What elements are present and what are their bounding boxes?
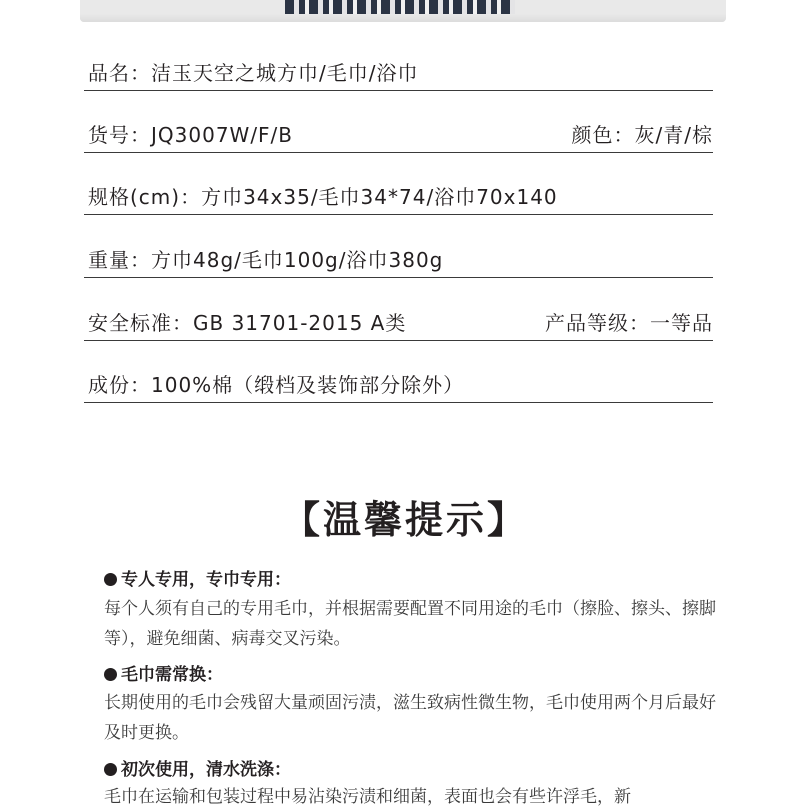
tip-heading-2: 毛巾需常换： [104, 664, 223, 686]
spec-row-name [84, 60, 713, 91]
tip-heading-1: 专人专用，专巾专用： [104, 569, 291, 591]
spec-row-weight [84, 247, 713, 278]
tip-body-2: 长期使用的毛巾会残留大量顽固污渍，滋生致病性微生物，毛巾使用两个月后最好及时更换。 [104, 693, 716, 743]
spec-row-size [84, 184, 713, 215]
spec-grade: 产品等级：一等品 [545, 311, 713, 335]
tip-body-1: 每个人须有自己的专用毛巾，并根据需要配置不同用途的毛巾（擦脸、擦头、擦脚等），避免细菌、病毒交叉污染。 [104, 599, 716, 649]
spec-row-safety-grade [84, 310, 713, 341]
bullet-icon [104, 668, 117, 681]
tip-heading-3: 初次使用，清水洗涤： [104, 759, 291, 781]
tips-title: 【温馨提示】 [281, 498, 528, 542]
spec-color: 颜色：灰/青/棕 [571, 123, 713, 147]
spec-weight: 重量：方巾48g/毛巾100g/浴巾380g [88, 248, 444, 272]
spec-row-item-color [84, 122, 713, 153]
tip-body-3: 毛巾在运输和包装过程中易沾染污渍和细菌，表面也会有些许浮毛，新 [104, 787, 631, 807]
spec-row-material [84, 372, 713, 403]
bullet-icon [104, 763, 117, 776]
spec-item-no: 货号：JQ3007W/F/B [88, 123, 294, 147]
spec-name: 品名：洁玉天空之城方巾/毛巾/浴巾 [88, 61, 419, 85]
spec-size: 规格(cm)：方巾34x35/毛巾34*74/浴巾70x140 [88, 185, 558, 209]
bullet-icon [104, 573, 117, 586]
spec-safety: 安全标准：GB 31701-2015 A类 [88, 311, 407, 335]
product-photo [80, 0, 726, 22]
spec-material: 成份：100%棉（缎档及装饰部分除外） [88, 373, 465, 397]
